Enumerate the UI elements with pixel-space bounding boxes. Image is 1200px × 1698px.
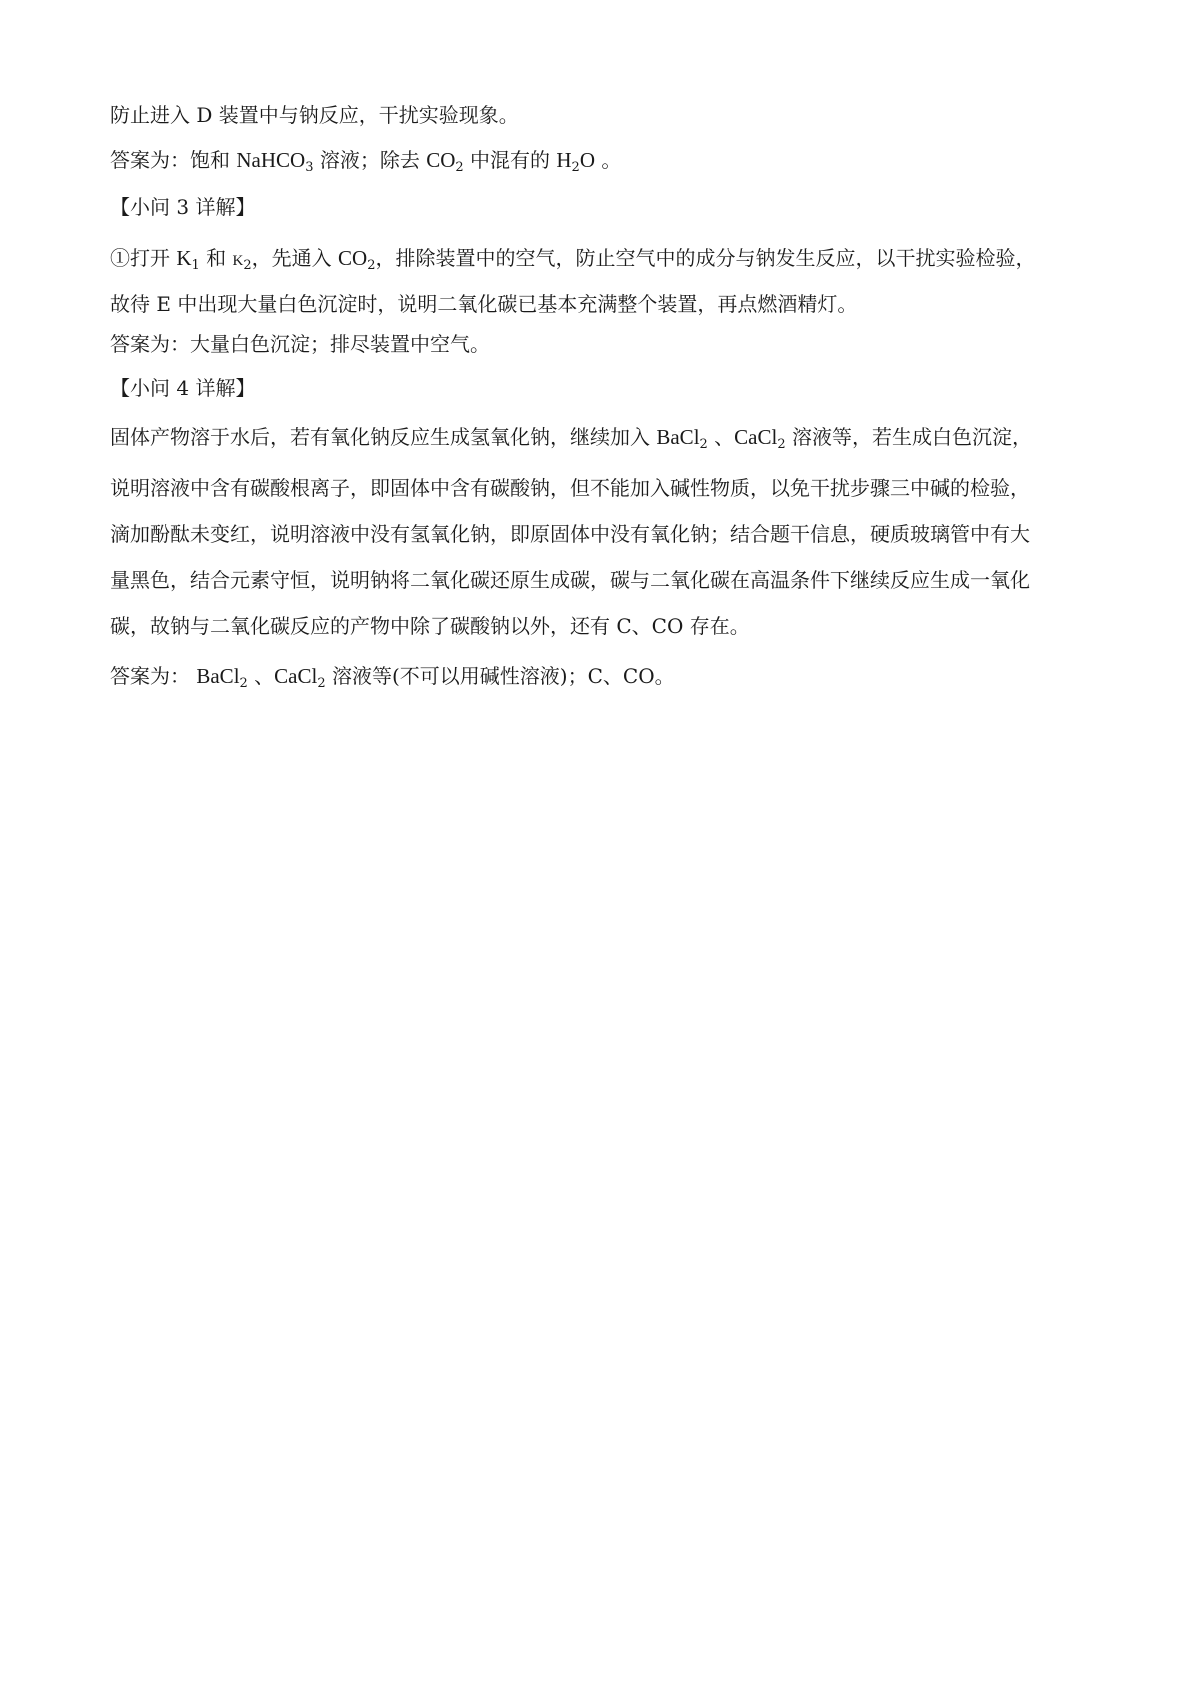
text-segment: 说明溶液中含有碳酸根离子，即固体中含有碳酸钠，但不能加入碱性物质，以免干扰步骤三中碱的检验， [110, 476, 1030, 500]
text-segment: 。 [595, 148, 622, 172]
subscript: 2 [699, 437, 708, 452]
formula-cacl2: CaCl [734, 425, 778, 449]
text-segment: 固体产物溶于水后，若有氧化钠反应生成氢氧化钠，继续加入 [110, 425, 657, 449]
text-segment: 、 [707, 425, 735, 449]
text-segment: 碳，故钠与二氧化碳反应的产物中除了碳酸钠以外，还有 C、CO 存在。 [110, 614, 750, 638]
text-segment: 、 [247, 664, 275, 688]
paragraph-line-7 [110, 474, 1100, 502]
text-segment: 中混有的 [463, 148, 557, 172]
paragraph-line-1 [110, 101, 1100, 129]
formula-co2: CO [426, 148, 456, 172]
subscript: 2 [239, 676, 248, 691]
paragraph-line-6 [110, 423, 1100, 451]
text-segment: 答案为：大量白色沉淀；排尽装置中空气。 [110, 332, 490, 356]
paragraph-line-10 [110, 612, 1100, 640]
formula-k2: K [232, 253, 244, 269]
text-segment: ①打开 [110, 246, 177, 270]
text-segment: 答案为：饱和 [110, 148, 237, 172]
formula-h2o-o: O [579, 148, 595, 172]
text-segment: ，排除装置中的空气，防止空气中的成分与钠发生反应，以干扰实验检验， [375, 246, 1036, 270]
heading-text: 【小问 4 详解】 [110, 376, 256, 400]
formula-co2: CO [338, 246, 368, 270]
paragraph-line-9 [110, 566, 1100, 594]
subscript: 1 [191, 258, 200, 273]
subscript: 2 [777, 437, 786, 452]
formula-h2o: H [556, 148, 572, 172]
paragraph-line-3 [110, 244, 1100, 275]
text-segment: 防止进入 D 装置中与钠反应，干扰实验现象。 [110, 103, 519, 127]
text-segment: 滴加酚酞未变红，说明溶液中没有氢氧化钠，即原固体中没有氧化钠；结合题干信息，硬质玻璃管中有大 [110, 522, 1030, 546]
formula-cacl2: CaCl [274, 664, 318, 688]
subscript: 2 [367, 258, 376, 273]
text-segment: 溶液等，若生成白色沉淀， [785, 425, 1032, 449]
subscript: 2 [571, 160, 580, 175]
formula-bacl2: BaCl [656, 425, 700, 449]
text-segment: 和 [199, 246, 233, 270]
section-heading-4 [110, 374, 1100, 402]
section-heading-3 [110, 193, 1100, 221]
formula-bacl2: BaCl [196, 664, 240, 688]
formula-k1: K [176, 246, 192, 270]
answer-line-11 [110, 662, 1100, 690]
paragraph-line-8 [110, 520, 1100, 548]
answer-line-2 [110, 146, 1100, 174]
subscript: 3 [305, 160, 314, 175]
subscript: 2 [455, 160, 464, 175]
text-segment: ，先通入 [251, 246, 339, 270]
text-segment: 答案为： [110, 664, 197, 688]
formula-nahco3: NaHCO [236, 148, 306, 172]
subscript: 2 [317, 676, 326, 691]
text-segment: 溶液；除去 [313, 148, 427, 172]
text-segment: 故待 E 中出现大量白色沉淀时，说明二氧化碳已基本充满整个装置，再点燃酒精灯。 [110, 292, 858, 316]
subscript: 2 [243, 258, 252, 273]
answer-line-5 [110, 330, 1100, 358]
paragraph-line-4 [110, 290, 1100, 318]
text-segment: 量黑色，结合元素守恒，说明钠将二氧化碳还原生成碳，碳与二氧化碳在高温条件下继续反应生成一氧化 [110, 568, 1030, 592]
text-segment: 溶液等(不可以用碱性溶液)；C、CO。 [325, 664, 675, 688]
heading-text: 【小问 3 详解】 [110, 195, 256, 219]
